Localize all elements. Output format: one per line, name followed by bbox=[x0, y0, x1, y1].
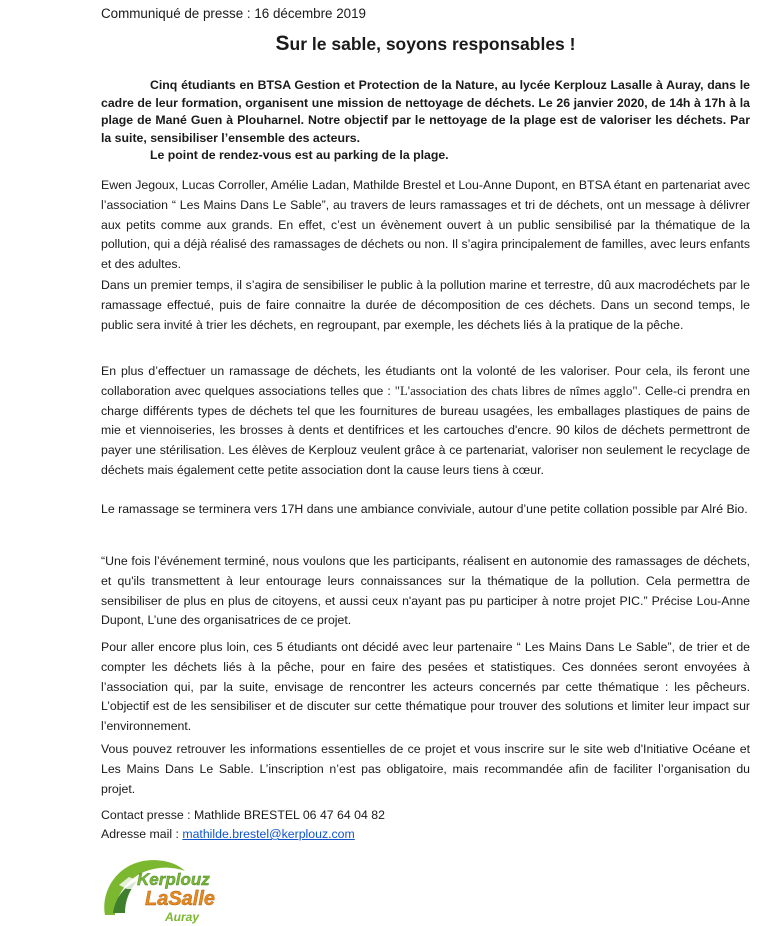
paragraph-statistics: Pour aller encore plus loin, ces 5 étudiants ont décidé avec leur partenaire “ Les Mains Dans Le Sable”, de trier et de compter les déchets liés à la pêche, pour en faire des pesées et statistiques. Ces données seront envoyées à l’association qui, par la suite, envisage de rencontrer les acteurs concernés par cette thématique : les pêcheurs. L’objectif est de les sensibiliser et de discuter sur cette thématique pour trouver des solutions et limiter leur impact sur l’environnement. bbox=[101, 640, 750, 734]
paragraph-program: Dans un premier temps, il s’agira de sensibiliser le public à la pollution marine et terrestre, dû aux macrodéchets par le ramassage effectué, puis de faire connaitre la durée de décomposition de ces déchets. Dans un second temps, le public sera invité à trier les déchets, en regroupant, par exemple, les déchets liés à la pratique de la pêche. bbox=[101, 278, 750, 332]
p3-text-b: . Celle-ci prendra en charge différents types de déchets tel que les fournitures de bureau usagées, les emballages plastiques de pains de mie et viennoiseries, les brosses à dents et dentifrices et les cartouches d'encre. 90 kilos de déchets permettront de payer une stérilisation. Les élèves de Kerplouz veulent grâce à ce partenariat, valoriser non seulement le recyclage de déchets mais également cette petite association dont la cause leurs tiens à cœur. bbox=[101, 383, 750, 477]
title-rest: ur le sable, soyons responsables ! bbox=[289, 34, 576, 54]
dateline: Communiqué de presse : 16 décembre 2019 bbox=[101, 6, 366, 21]
contact-block bbox=[101, 806, 385, 844]
logo-text-line2: LaSalle bbox=[145, 888, 216, 910]
paragraph-closing: Le ramassage se terminera vers 17H dans une ambiance conviviale, autour d’une petite collation possible par Alré Bio. bbox=[101, 502, 748, 516]
paragraph-valorisation bbox=[101, 362, 750, 481]
p3-association-name: "L'association des chats libres de nîmes agglo" bbox=[394, 383, 638, 398]
page-title bbox=[101, 32, 750, 56]
intro-block bbox=[101, 77, 750, 165]
p3-text-a: En plus d’effectuer un ramassage de déchets, les étudiants ont la volonté de les valoriser. Pour cela, ils feront une collaboration avec quelques associations telles que : bbox=[101, 364, 750, 398]
paragraph-registration: Vous pouvez retrouver les informations essentielles de ce projet et vous inscrire sur le site web d'Initiative Océane et Les Mains Dans Le Sable. L’inscription n’est pas obligatoire, mais recommandée afin de faciliter l’organisation du projet. bbox=[101, 742, 750, 796]
contact-phone: Contact presse : Mathlide BRESTEL 06 47 64 04 82 bbox=[101, 808, 385, 822]
intro-rendezvous: Le point de rendez-vous est au parking de la plage. bbox=[150, 148, 449, 163]
paragraph-participants: Ewen Jegoux, Lucas Corroller, Amélie Ladan, Mathilde Brestel et Lou-Anne Dupont, en BTSA étant en partenariat avec l’association “ Les Mains Dans Le Sable”, au travers de leurs ramassages et tri de déchets, ont un message à délivrer aux petits comme aux grands. En effet, c’est un évènement ouvert à un public sensibilisé par la thématique de la pollution, qui a déjà réalisé des ramassages de déchets ou non. Il s’agira principalement de familles, avec leurs enfants et des adultes. bbox=[101, 178, 750, 272]
intro-main: Cinq étudiants en BTSA Gestion et Protection de la Nature, au lycée Kerplouz Lasalle à Auray, dans le cadre de leur formation, organisent une mission de nettoyage de déchets. Le 26 janvier 2020, de 14h à 17h à la plage de Mané Guen à Plouharnel. Notre objectif par le nettoyage de la plage est de valoriser les déchets. Par la suite, sensibiliser l’ensemble des acteurs. bbox=[101, 78, 750, 145]
email-label: Adresse mail : bbox=[101, 827, 183, 841]
email-link[interactable]: mathilde.brestel@kerplouz.com bbox=[182, 827, 355, 841]
logo-text-line3: Auray bbox=[165, 910, 200, 924]
logo-text-line1: Kerplouz bbox=[137, 870, 210, 889]
contact-email-line bbox=[101, 825, 385, 844]
paragraph-quote: “Une fois l’événement terminé, nous voulons que les participants, réalisent en autonomie des ramassages de déchets, et qu'ils transmettent à leur entourage leurs connaissances sur la thématique de la pollution. Cela permettra de sensibiliser de plus en plus de citoyens, et aussi ceux n'ayant pas pu participer à notre projet PIC.” Précise Lou-Anne Dupont, L’une des organisatrices de ce projet. bbox=[101, 554, 750, 628]
title-first-letter: S bbox=[275, 32, 290, 55]
kerplouz-leaf-logo-icon bbox=[99, 855, 239, 926]
